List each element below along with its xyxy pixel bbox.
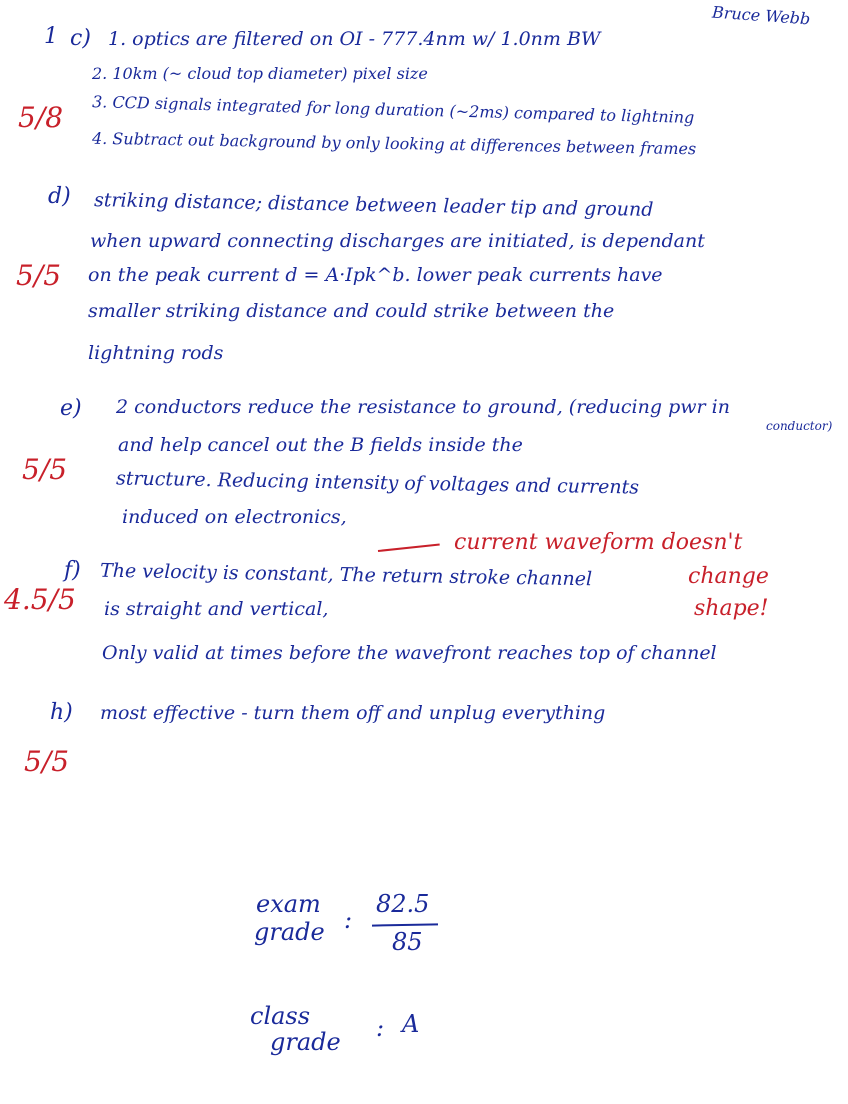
comment-line-2: change xyxy=(688,564,769,589)
exam-grade-separator: : xyxy=(344,906,353,934)
score-h: 5/5 xyxy=(24,745,70,778)
exam-grade-label-2: grade xyxy=(254,918,325,946)
exam-grade-denominator: 85 xyxy=(392,928,423,956)
class-grade-separator: : xyxy=(376,1014,385,1042)
answer-d-line-2: when upward connecting discharges are initiated, is dependant xyxy=(90,230,705,252)
comment-line-1: current waveform doesn't xyxy=(454,530,743,555)
answer-c-line-4: 4. Subtract out background by only looking at differences between frames xyxy=(91,128,697,159)
answer-c-line-2: 2. 10km (~ cloud top diameter) pixel size xyxy=(92,64,428,83)
score-e: 5/5 xyxy=(22,453,68,486)
question-label-h: h) xyxy=(50,700,73,725)
class-grade-label-2: grade xyxy=(270,1028,341,1056)
question-label-d: d) xyxy=(48,184,71,209)
answer-d-line-5: lightning rods xyxy=(88,342,224,364)
answer-f-line-2: is straight and vertical, xyxy=(104,598,329,620)
answer-h-line-1: most effective - turn them off and unplug everything xyxy=(100,702,606,724)
answer-d-line-1: striking distance; distance between leader tip and ground xyxy=(93,189,654,221)
comment-pointer-line xyxy=(378,544,440,552)
student-name: Bruce Webb xyxy=(711,2,811,29)
question-number: 1 xyxy=(44,24,58,49)
question-label-f: f) xyxy=(64,558,81,583)
answer-e-line-1: 2 conductors reduce the resistance to ground, (reducing pwr in xyxy=(116,396,730,418)
score-c: 5/8 xyxy=(18,101,64,134)
answer-e-line-3: structure. Reducing intensity of voltages and currents xyxy=(115,467,640,499)
answer-d-line-3: on the peak current d = A·Ipk^b. lower peak currents have xyxy=(88,264,663,286)
answer-f-line-3: Only valid at times before the wavefront reaches top of channel xyxy=(102,642,717,664)
answer-e-line-4: induced on electronics, xyxy=(122,506,347,528)
answer-f-line-1: The velocity is constant, The return stroke channel xyxy=(99,559,593,591)
class-grade-value: A xyxy=(402,1010,420,1038)
comment-line-3: shape! xyxy=(694,596,769,621)
score-f: 4.5/5 xyxy=(4,583,76,616)
answer-c-line-3: 3. CCD signals integrated for long duration (~2ms) compared to lightning xyxy=(91,92,695,127)
score-d: 5/5 xyxy=(16,259,62,292)
exam-grade-numerator: 82.5 xyxy=(376,890,430,918)
answer-c-line-1: 1. optics are filtered on OI - 777.4nm w/ 1.0nm BW xyxy=(108,28,601,50)
exam-grade-fraction-bar xyxy=(372,923,438,926)
answer-e-line-1b: conductor) xyxy=(766,419,833,433)
exam-grade-label-1: exam xyxy=(256,890,321,918)
answer-d-line-4: smaller striking distance and could strike between the xyxy=(88,300,615,322)
class-grade-label-1: class xyxy=(250,1002,311,1030)
answer-e-line-2: and help cancel out the B fields inside the xyxy=(118,434,523,456)
question-label-e: e) xyxy=(60,396,82,421)
question-label-c: c) xyxy=(70,26,91,51)
